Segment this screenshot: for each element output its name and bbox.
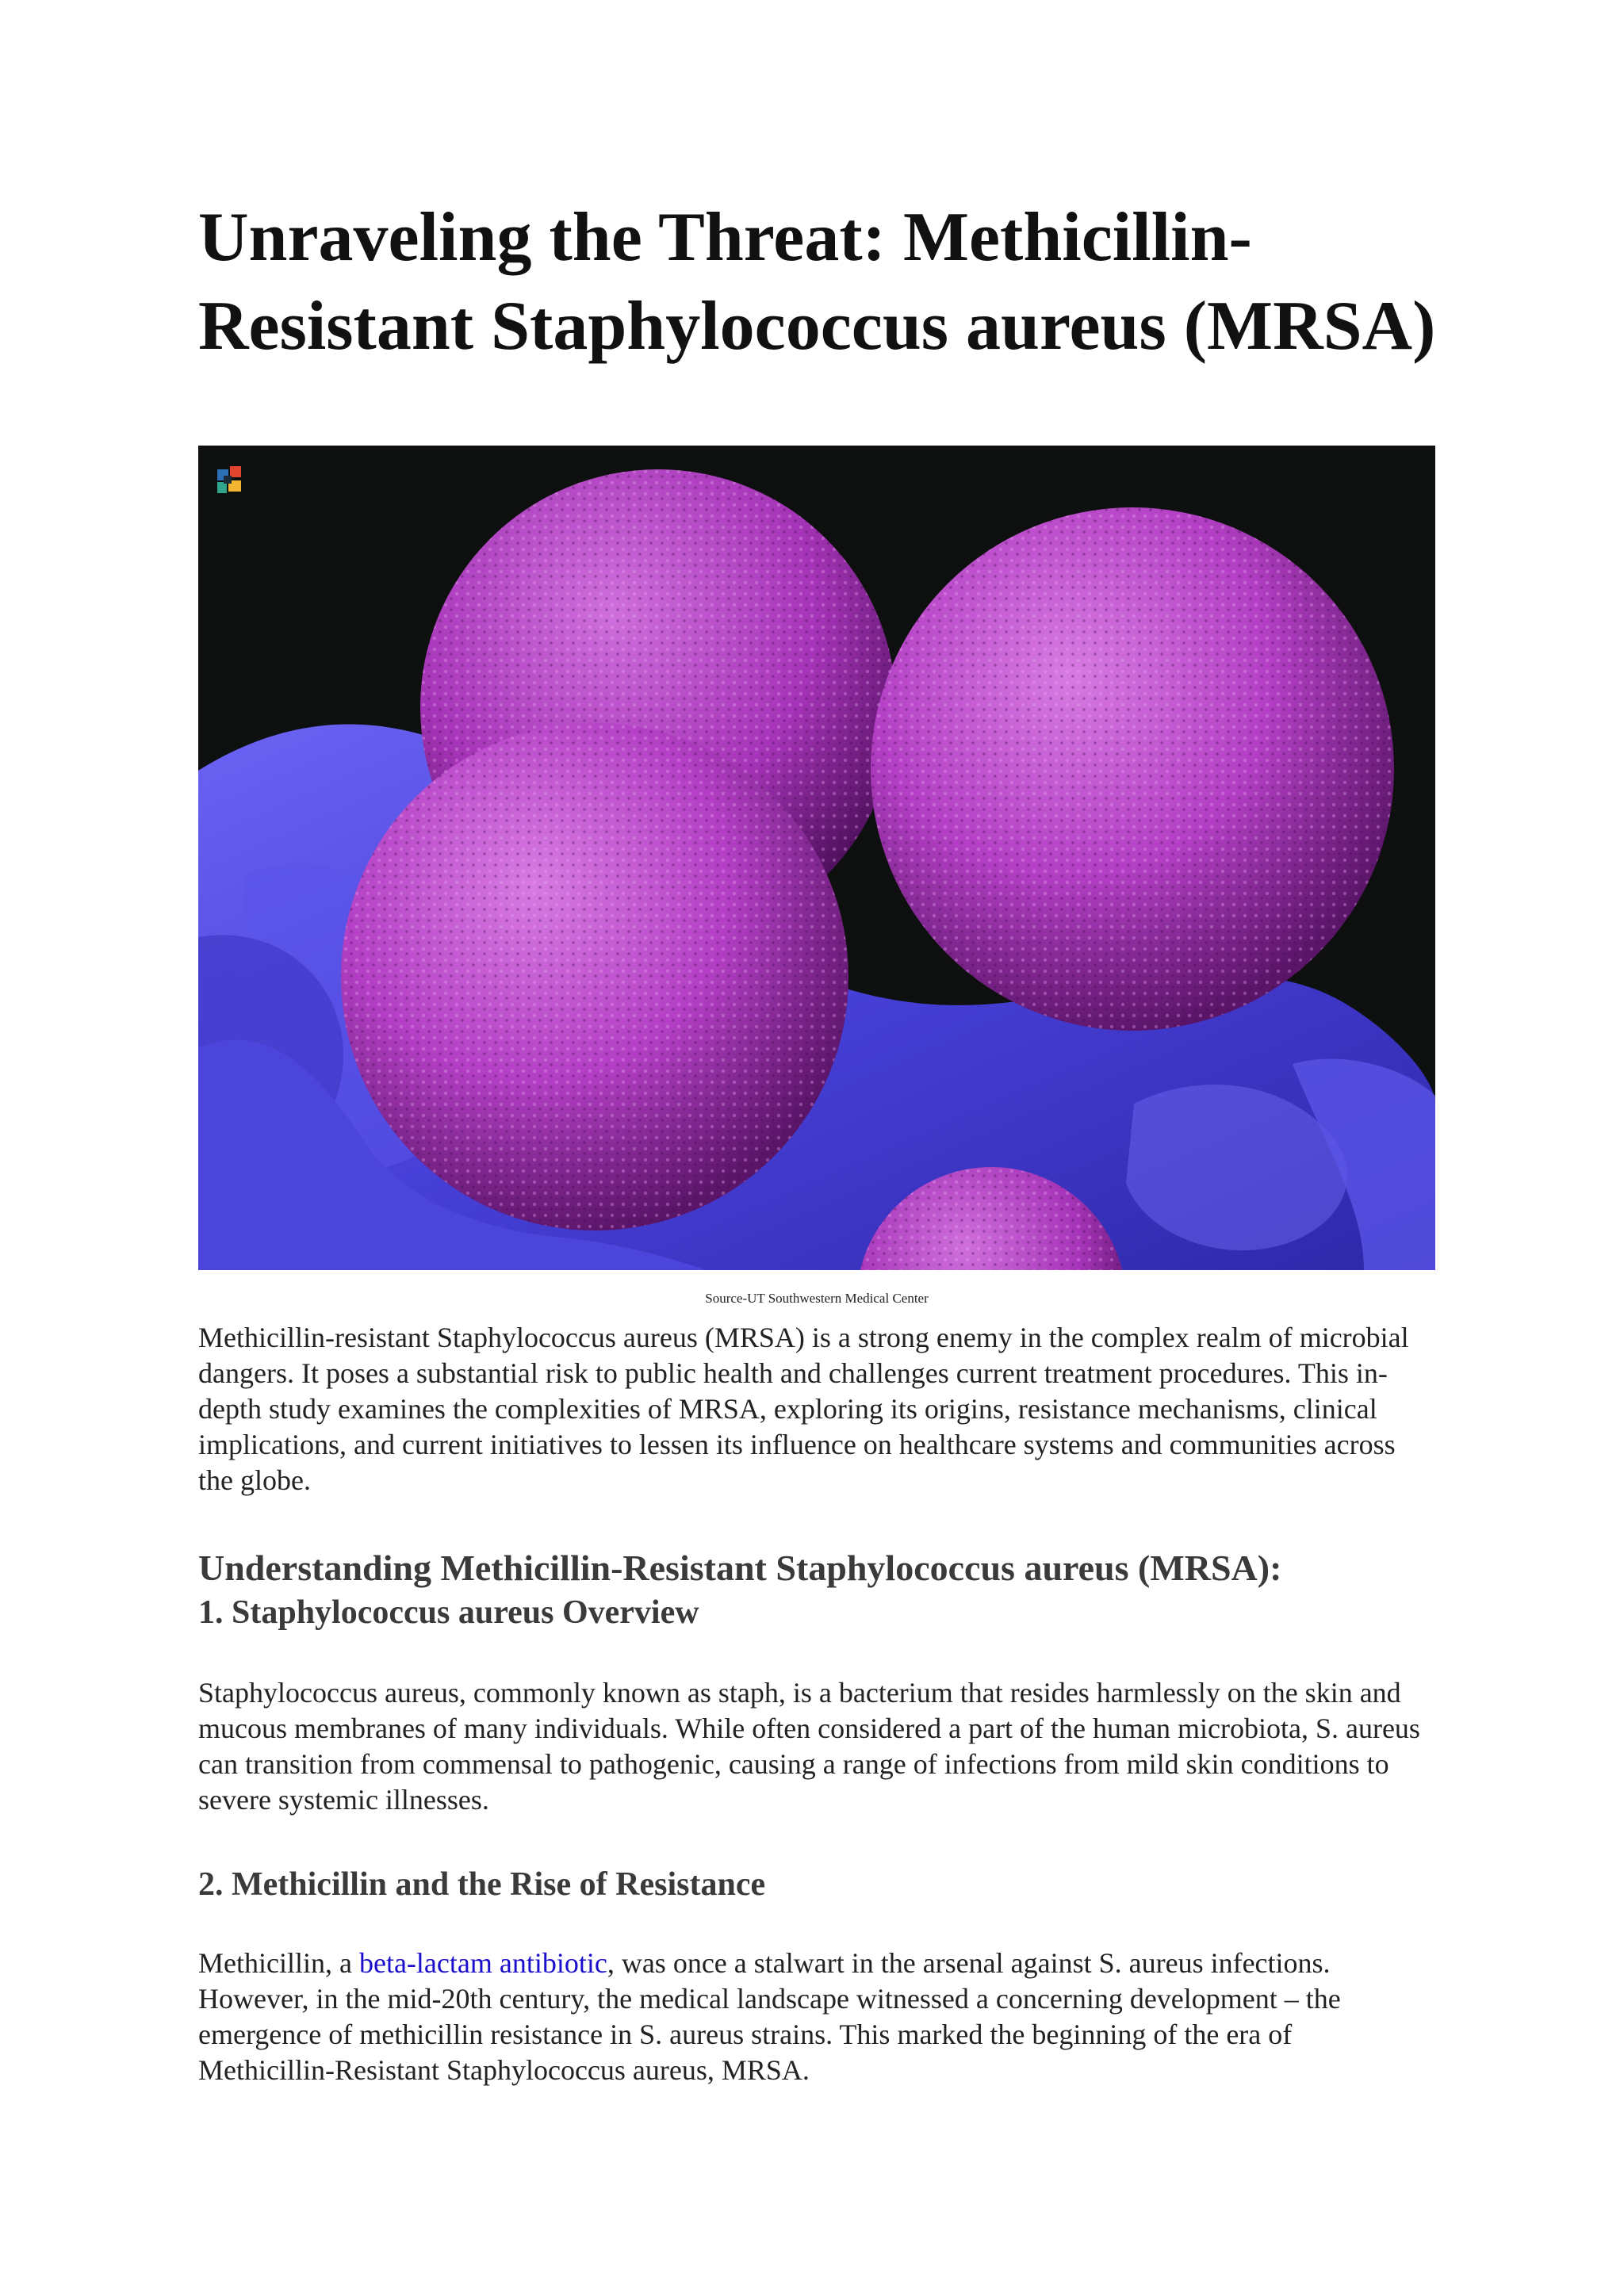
subsection-heading-1: 1. Staphylococcus aureus Overview — [198, 1594, 699, 1631]
beta-lactam-antibiotic-link[interactable]: beta-lactam antibiotic — [358, 1947, 607, 1979]
body-text-before-link: Methicillin, a — [198, 1947, 359, 1979]
subsection-heading-2: 2. Methicillin and the Rise of Resistance — [198, 1866, 766, 1903]
subsection-body-1: Staphylococcus aureus, commonly known as staph, is a bacterium that resides harmlessly on the skin and mucous membranes of many individuals. While often considered a part of the human microbiota, S. aureus can transition from commensal to pathogenic, causing a range of infections from mild skin conditions to severe systemic illnesses. — [198, 1677, 1420, 1816]
body-text-after-link: , was once a stalwart in the arsenal against S. aureus infections. However, in the mid-20th century, the medical landscape witnessed a concerning development – the emergence of methicillin resistance in S. aureus strains. This marked the beginning of the era of Methicillin-Resistant Staphylococcus aureus, MRSA. — [198, 1947, 1341, 2086]
subsection-body-2 — [198, 1946, 1435, 2088]
image-caption: Source-UT Southwestern Medical Center — [705, 1291, 929, 1306]
hero-image — [198, 446, 1435, 1270]
section-heading: Understanding Methicillin-Resistant Staphylococcus aureus (MRSA): — [198, 1548, 1282, 1588]
article-title: Unraveling the Threat: Methicillin-Resistant Staphylococcus aureus (MRSA) — [198, 199, 1436, 365]
intro-paragraph: Methicillin-resistant Staphylococcus aureus (MRSA) is a strong enemy in the complex realm of microbial dangers. It poses a substantial risk to public health and challenges current treatment procedures. This in-depth study examines the complexities of MRSA, exploring its origins, resistance mechanisms, clinical implications, and current initiatives to lessen its influence on healthcare systems and communities across the globe. — [198, 1322, 1409, 1496]
